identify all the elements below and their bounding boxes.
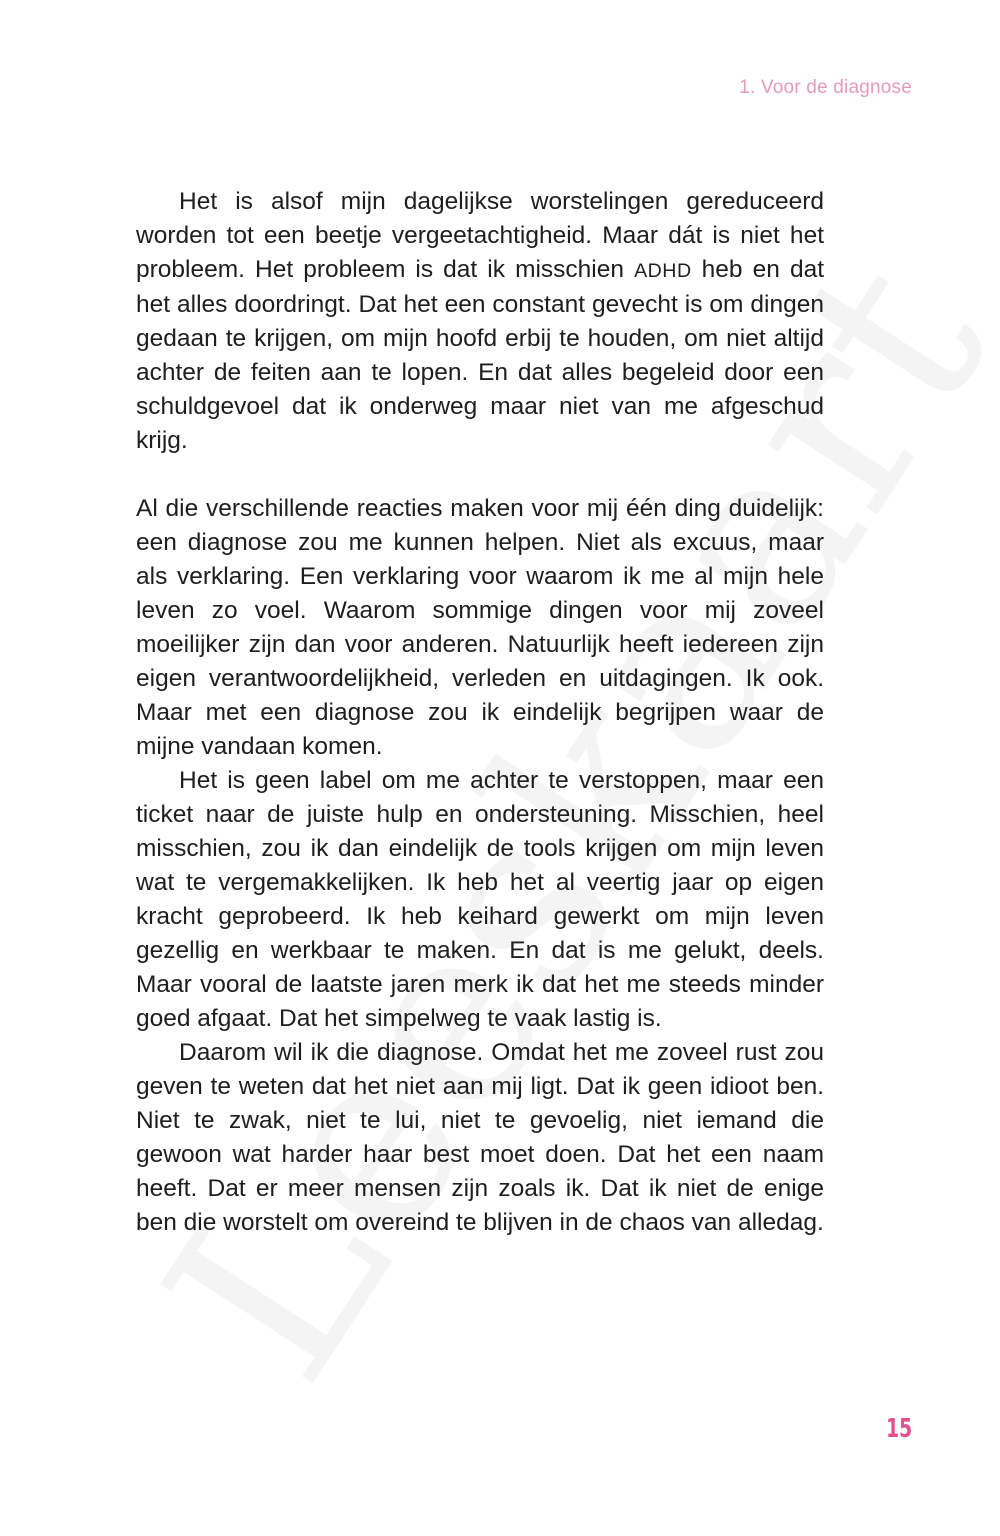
- page-number: 15: [885, 1414, 912, 1444]
- paragraph-2: Al die verschillende reacties maken voor mij één ding duidelijk: een diagnose zou me kunnen helpen. Niet als excuus, maar als verklaring. Een verklaring voor waarom ik me al mijn hele leven zo voel. Waarom sommige dingen voor mij zoveel moeilijker zijn dan voor anderen. Natuurlijk heeft iedereen zijn eigen verantwoordelijkheid, verleden en uitdagingen. Ik ook. Maar met een diagnose zou ik eindelijk begrijpen waar de mijne vandaan komen.: [136, 495, 824, 760]
- paragraph-1-part-2: heb en dat het alles doordringt. Dat het een constant gevecht is om dingen gedaan te krijgen, om mijn hoofd erbij te houden, om niet altijd achter de feiten aan te lopen. En dat alles begeleid door een schuldgevoel dat ik onderweg maar niet van me afgeschud krijg.: [136, 256, 825, 454]
- body-text-section-2: [136, 492, 824, 1240]
- abbreviation-adhd: ADHD: [634, 260, 692, 282]
- paragraph-1-part-1: Het is alsof mijn dagelijkse worstelingen gereduceerd worden tot een beetje vergeetachtigheid. Maar dát is niet het probleem. Het probleem is dat ik misschien: [136, 188, 824, 283]
- paragraph-3: Het is geen label om me achter te verstoppen, maar een ticket naar de juiste hulp en ondersteuning. Misschien, heel misschien, zou ik dan eindelijk de tools krijgen om mijn leven wat te vergemakkelijken. Ik heb het al veertig jaar op eigen kracht geprobeerd. Ik heb keihard gewerkt om mijn leven gezellig en werkbaar te maken. En dat is me gelukt, deels. Maar vooral de laatste jaren merk ik dat het me steeds minder goed afgaat. Dat het simpelweg te vaak lastig is.: [136, 767, 824, 1032]
- running-header: 1. Voor de diagnose: [739, 77, 912, 98]
- paragraph-4: Daarom wil ik die diagnose. Omdat het me zoveel rust zou geven te weten dat het niet aan mij ligt. Dat ik geen idioot ben. Niet te zwak, niet te lui, niet te gevoelig, niet iemand die gewoon wat harder haar best moet doen. Dat het een naam heeft. Dat er meer mensen zijn zoals ik. Dat ik niet de enige ben die worstelt om overeind te blijven in de chaos van alledag.: [136, 1039, 824, 1236]
- body-text-section-1: [136, 185, 824, 458]
- paragraph-1: [136, 185, 824, 458]
